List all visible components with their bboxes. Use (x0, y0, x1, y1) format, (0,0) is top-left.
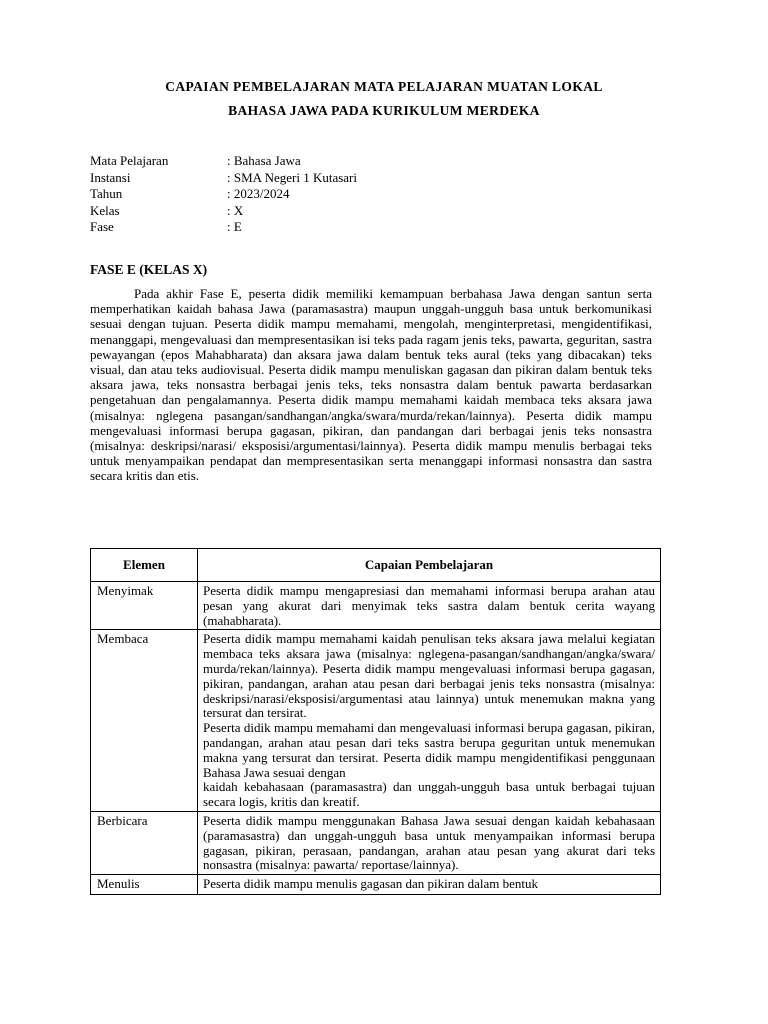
learning-outcomes-table (90, 548, 661, 895)
info-value: : X (227, 202, 244, 218)
table-row (91, 582, 661, 630)
element-cell: Menulis (91, 875, 198, 895)
intro-paragraph: Pada akhir Fase E, peserta didik memiliki kemampuan berbahasa Jawa dengan santun serta memperhatikan kaidah bahasa Jawa (paramasastra) maupun unggah-ungguh basa untuk berkomunikasi sesuai dengan tujuan. Peserta didik mampu memahami, mengolah, menginterpretasi, mengidentifikasi, menanggapi, mengevaluasi dan mempresentasikan isi teks pada ragam jenis teks, pawarta, geguritan, sastra pewayangan (epos Mahabharata) dan aksara jawa dalam bentuk teks aural (teks yang dibacakan) teks visual, dan atau teks audiovisual. Peserta didik mampu menuliskan gagasan dan pikiran dalam bentuk teks aksara jawa, teks nonsastra berbagai jenis teks, teks nonsastra dalam bentuk pawarta berdasarkan pengetahuan dan pengalamannya. Peserta didik mampu memahami kaidah membaca teks aksara jawa (misalnya: nglegena pasangan/sandhangan/angka/swara/murda/rekan/lainnya). Peserta didik mampu mengevaluasi informasi berupa gagasan, pikiran, dan pandangan dari berbagai jenis teks nonsastra (misalnya: deskripsi/narasi/ eksposisi/argumentasi/lainnya). Peserta didik mampu menulis berbagai teks untuk menyampaikan pendapat dan mempresentasikan serta menanggapi informasi nonsastra dan sastra secara kritis dan etis. (90, 286, 652, 484)
info-label: Kelas (90, 202, 120, 218)
outcome-cell (198, 582, 661, 630)
outcome-text: Peserta didik mampu mengapresiasi dan memahami informasi berupa arahan atau pesan yang akurat dari menyimak teks sastra dalam bentuk cerita wayang (mahabharata). (203, 583, 655, 628)
info-value: : E (227, 219, 242, 234)
info-row-class (90, 203, 357, 220)
document-title-line-2: BAHASA JAWA PADA KURIKULUM MERDEKA (228, 103, 540, 118)
outcome-text: Peserta didik mampu menggunakan Bahasa Jawa sesuai dengan kaidah kebahasaan (paramasastra) dan unggah-ungguh basa untuk menyampaikan informasi berupa gagasan, pikiran, perasaan, pandangan, arahan atau pesan yang akurat dari teks nonsastra (misalnya: pawarta/ reportase/lainnya). (203, 812, 655, 873)
element-cell: Menyimak (91, 582, 198, 630)
info-row-phase (90, 219, 357, 236)
outcome-cell (198, 811, 661, 874)
outcome-text: Peserta didik mampu memahami dan mengevaluasi informasi berupa gagasan, pikiran, pandangan, arahan atau pesan dari teks sastra berupa geguritan untuk menemukan makna yang tersurat dan tersirat. Peserta didik mampu mengidentifikasi penggunaan Bahasa Jawa sesuai dengan (203, 720, 655, 780)
info-row-institution (90, 170, 357, 187)
element-cell: Membaca (91, 630, 198, 812)
info-label: Instansi (90, 169, 131, 185)
info-value: : SMA Negeri 1 Kutasari (227, 169, 357, 185)
column-header-outcome: Capaian Pembelajaran (198, 549, 661, 582)
subject-info (90, 153, 357, 236)
outcome-text: Peserta didik mampu menulis gagasan dan pikiran dalam bentuk (203, 877, 539, 892)
info-value: : 2023/2024 (227, 186, 290, 201)
table-row (91, 630, 661, 812)
section-heading: FASE E (KELAS X) (90, 262, 208, 277)
table-row (91, 875, 661, 895)
outcome-text: kaidah kebahasaan (paramasastra) dan unggah-ungguh basa untuk berbagai tujuan secara logis, kritis dan kreatif. (203, 779, 655, 810)
info-label: Mata Pelajaran (90, 153, 169, 168)
info-row-year (90, 186, 357, 203)
outcome-text: Peserta didik mampu memahami kaidah penulisan teks aksara jawa melalui kegiatan membaca teks aksara jawa (misalnya: nglegena-pasangan/sandhangan/angka/swara/ murda/rekan/lainnya). Peserta didik mampu mengevaluasi informasi berupa gagasan, pikiran, pandangan, arahan atau pesan dari berbagai jenis teks nonsastra (misalnya: deskripsi/narasi/eksposisi/argumentasi atau lainnya) untuk menemukan makna yang tersurat dan tersirat. (203, 631, 655, 721)
table-header-row (91, 549, 661, 582)
info-label: Tahun (90, 186, 123, 201)
column-header-element: Elemen (91, 549, 198, 582)
info-value: : Bahasa Jawa (227, 153, 301, 168)
table-row (91, 811, 661, 874)
document-title-line-1: CAPAIAN PEMBELAJARAN MATA PELAJARAN MUATAN LOKAL (165, 79, 603, 94)
outcome-cell (198, 875, 661, 895)
info-row-subject (90, 153, 357, 170)
info-label: Fase (90, 219, 114, 234)
element-cell: Berbicara (91, 811, 198, 874)
outcome-cell (198, 630, 661, 812)
